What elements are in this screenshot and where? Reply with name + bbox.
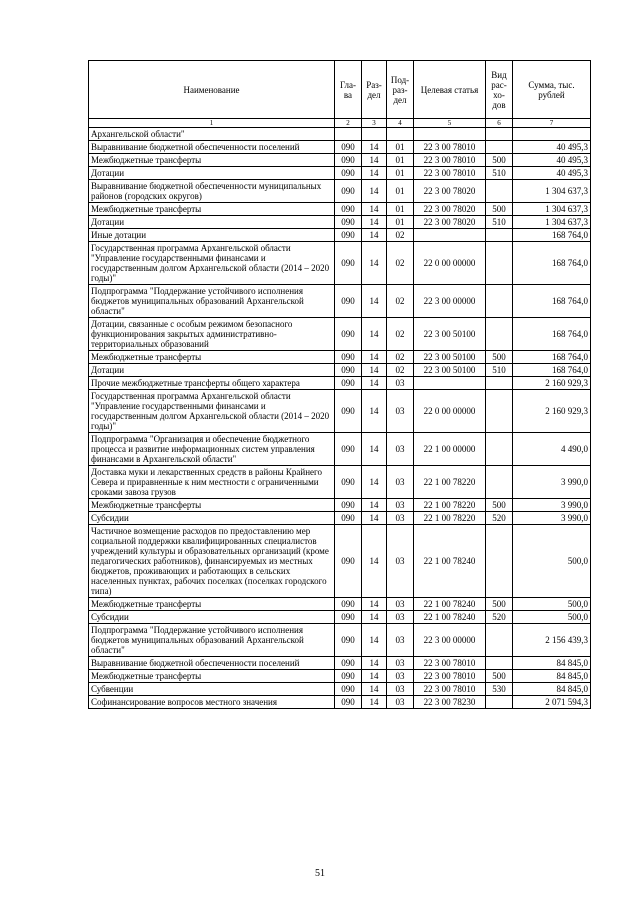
cell-podrazdel: 03 — [387, 377, 414, 390]
cell-razdel — [362, 128, 387, 141]
cell-name: Выравнивание бюджетной обеспеченности поселений — [89, 657, 335, 670]
cell-vid-rashodov: 520 — [486, 512, 513, 525]
cell-razdel: 14 — [362, 525, 387, 598]
cell-summa: 84 845,0 — [513, 670, 591, 683]
cell-vid-rashodov — [486, 318, 513, 351]
cell-celevaya-statya: 22 1 00 78220 — [414, 512, 486, 525]
cell-summa: 40 495,3 — [513, 167, 591, 180]
table-row — [89, 364, 591, 377]
cell-name: Межбюджетные трансферты — [89, 154, 335, 167]
cell-name: Субсидии — [89, 611, 335, 624]
cell-summa: 168 764,0 — [513, 229, 591, 242]
cell-glava: 090 — [335, 611, 362, 624]
cell-name: Межбюджетные трансферты — [89, 598, 335, 611]
cell-razdel: 14 — [362, 154, 387, 167]
cell-name: Подпрограмма "Организация и обеспечение бюджетного процесса и развитие информационных систем управления финансами в Архангельской области" — [89, 433, 335, 466]
table-row — [89, 390, 591, 433]
cell-summa — [513, 128, 591, 141]
cell-glava: 090 — [335, 203, 362, 216]
cell-vid-rashodov — [486, 229, 513, 242]
cell-glava: 090 — [335, 696, 362, 709]
cell-celevaya-statya: 22 1 00 00000 — [414, 433, 486, 466]
cell-vid-rashodov: 510 — [486, 216, 513, 229]
cell-celevaya-statya: 22 3 00 00000 — [414, 624, 486, 657]
table-row — [89, 670, 591, 683]
cell-podrazdel: 03 — [387, 670, 414, 683]
cell-razdel: 14 — [362, 466, 387, 499]
cell-summa: 2 160 929,3 — [513, 390, 591, 433]
cell-vid-rashodov — [486, 128, 513, 141]
col-number: 7 — [513, 119, 591, 128]
table-row — [89, 683, 591, 696]
cell-summa: 4 490,0 — [513, 433, 591, 466]
cell-podrazdel: 03 — [387, 525, 414, 598]
table-row — [89, 229, 591, 242]
cell-name: Субвенции — [89, 683, 335, 696]
cell-razdel: 14 — [362, 611, 387, 624]
cell-summa: 1 304 637,3 — [513, 180, 591, 203]
table-row — [89, 696, 591, 709]
cell-glava: 090 — [335, 657, 362, 670]
cell-summa: 168 764,0 — [513, 285, 591, 318]
cell-name: Межбюджетные трансферты — [89, 351, 335, 364]
cell-razdel: 14 — [362, 624, 387, 657]
cell-vid-rashodov — [486, 242, 513, 285]
cell-name: Архангельской области" — [89, 128, 335, 141]
cell-podrazdel: 02 — [387, 229, 414, 242]
cell-name: Доставка муки и лекарственных средств в районы Крайнего Севера и приравненные к ним местности с ограниченными сроками завоза грузов — [89, 466, 335, 499]
cell-name: Межбюджетные трансферты — [89, 203, 335, 216]
cell-podrazdel: 02 — [387, 351, 414, 364]
cell-celevaya-statya: 22 3 00 78230 — [414, 696, 486, 709]
cell-vid-rashodov — [486, 141, 513, 154]
cell-summa: 168 764,0 — [513, 318, 591, 351]
cell-razdel: 14 — [362, 242, 387, 285]
header-celevaya-statya: Целевая статья — [414, 61, 486, 119]
cell-vid-rashodov: 500 — [486, 499, 513, 512]
cell-razdel: 14 — [362, 141, 387, 154]
cell-glava: 090 — [335, 242, 362, 285]
cell-celevaya-statya — [414, 128, 486, 141]
cell-celevaya-statya: 22 3 00 50100 — [414, 318, 486, 351]
cell-glava: 090 — [335, 433, 362, 466]
cell-summa: 168 764,0 — [513, 242, 591, 285]
cell-celevaya-statya: 22 3 00 50100 — [414, 364, 486, 377]
cell-glava: 090 — [335, 141, 362, 154]
cell-vid-rashodov — [486, 180, 513, 203]
cell-vid-rashodov — [486, 377, 513, 390]
table-row — [89, 499, 591, 512]
cell-glava: 090 — [335, 390, 362, 433]
cell-celevaya-statya: 22 3 00 78010 — [414, 154, 486, 167]
cell-celevaya-statya: 22 3 00 78020 — [414, 216, 486, 229]
cell-celevaya-statya: 22 0 00 00000 — [414, 390, 486, 433]
cell-glava: 090 — [335, 364, 362, 377]
cell-glava: 090 — [335, 216, 362, 229]
cell-glava: 090 — [335, 318, 362, 351]
header-razdel: Раз-дел — [362, 61, 387, 119]
cell-name: Частичное возмещение расходов по предоставлению мер социальной поддержки квалифицированных специалистов учреждений культуры и образовательных организаций (кроме педагогических работников), финансируемых из местных бюджетов, проживающих и работающих в сельских населенных пунктах, рабочих поселках (поселках городского типа) — [89, 525, 335, 598]
budget-table — [88, 60, 591, 709]
cell-podrazdel: 03 — [387, 598, 414, 611]
table-row — [89, 285, 591, 318]
col-number: 1 — [89, 119, 335, 128]
cell-summa: 168 764,0 — [513, 364, 591, 377]
col-number: 6 — [486, 119, 513, 128]
cell-vid-rashodov: 500 — [486, 351, 513, 364]
cell-vid-rashodov: 520 — [486, 611, 513, 624]
cell-summa: 1 304 637,3 — [513, 216, 591, 229]
cell-celevaya-statya: 22 3 00 00000 — [414, 285, 486, 318]
table-row — [89, 433, 591, 466]
cell-name: Выравнивание бюджетной обеспеченности поселений — [89, 141, 335, 154]
cell-razdel: 14 — [362, 390, 387, 433]
header-glava: Гла-ва — [335, 61, 362, 119]
cell-podrazdel: 02 — [387, 285, 414, 318]
cell-celevaya-statya — [414, 377, 486, 390]
table-row — [89, 657, 591, 670]
cell-celevaya-statya: 22 3 00 78010 — [414, 670, 486, 683]
cell-summa: 1 304 637,3 — [513, 203, 591, 216]
cell-celevaya-statya: 22 3 00 78010 — [414, 657, 486, 670]
cell-vid-rashodov: 500 — [486, 203, 513, 216]
cell-name: Дотации — [89, 216, 335, 229]
table-row — [89, 242, 591, 285]
table-row — [89, 180, 591, 203]
cell-glava: 090 — [335, 670, 362, 683]
cell-vid-rashodov — [486, 696, 513, 709]
cell-name: Иные дотации — [89, 229, 335, 242]
table-row — [89, 318, 591, 351]
cell-summa: 2 156 439,3 — [513, 624, 591, 657]
cell-vid-rashodov: 510 — [486, 167, 513, 180]
cell-vid-rashodov — [486, 390, 513, 433]
col-number: 5 — [414, 119, 486, 128]
cell-razdel: 14 — [362, 512, 387, 525]
cell-glava: 090 — [335, 167, 362, 180]
cell-name: Выравнивание бюджетной обеспеченности муниципальных районов (городских округов) — [89, 180, 335, 203]
table-row — [89, 128, 591, 141]
cell-summa: 500,0 — [513, 598, 591, 611]
table-row — [89, 466, 591, 499]
cell-podrazdel: 01 — [387, 141, 414, 154]
column-number-row — [89, 119, 591, 128]
cell-glava: 090 — [335, 377, 362, 390]
cell-vid-rashodov — [486, 466, 513, 499]
cell-celevaya-statya: 22 3 00 78010 — [414, 141, 486, 154]
cell-glava: 090 — [335, 466, 362, 499]
cell-vid-rashodov: 530 — [486, 683, 513, 696]
cell-celevaya-statya: 22 3 00 50100 — [414, 351, 486, 364]
cell-podrazdel: 02 — [387, 364, 414, 377]
cell-name: Государственная программа Архангельской области "Управление государственными финансами и государственным долгом Архангельской области (2014 – 2020 годы)" — [89, 242, 335, 285]
cell-razdel: 14 — [362, 683, 387, 696]
cell-podrazdel: 01 — [387, 216, 414, 229]
table-row — [89, 141, 591, 154]
cell-glava: 090 — [335, 180, 362, 203]
cell-name: Межбюджетные трансферты — [89, 670, 335, 683]
cell-podrazdel: 01 — [387, 203, 414, 216]
cell-name: Подпрограмма "Поддержание устойчивого исполнения бюджетов муниципальных образований Архангельской области" — [89, 285, 335, 318]
cell-celevaya-statya: 22 1 00 78220 — [414, 499, 486, 512]
table-row — [89, 216, 591, 229]
table-row — [89, 154, 591, 167]
table-row — [89, 525, 591, 598]
cell-glava: 090 — [335, 154, 362, 167]
page-number: 51 — [315, 868, 325, 879]
table-row — [89, 167, 591, 180]
cell-name: Дотации — [89, 167, 335, 180]
cell-name: Дотации, связанные с особым режимом безопасного функционирования закрытых административно-территориальных образований — [89, 318, 335, 351]
cell-celevaya-statya: 22 0 00 00000 — [414, 242, 486, 285]
cell-glava: 090 — [335, 525, 362, 598]
cell-vid-rashodov — [486, 285, 513, 318]
cell-podrazdel: 03 — [387, 499, 414, 512]
cell-summa: 500,0 — [513, 611, 591, 624]
cell-podrazdel: 02 — [387, 242, 414, 285]
cell-podrazdel: 02 — [387, 318, 414, 351]
cell-razdel: 14 — [362, 499, 387, 512]
cell-summa: 84 845,0 — [513, 683, 591, 696]
cell-summa: 40 495,3 — [513, 141, 591, 154]
cell-vid-rashodov — [486, 657, 513, 670]
cell-podrazdel: 01 — [387, 154, 414, 167]
header-name: Наименование — [89, 61, 335, 119]
cell-summa: 84 845,0 — [513, 657, 591, 670]
cell-glava: 090 — [335, 598, 362, 611]
header-podrazdel: Под-раз-дел — [387, 61, 414, 119]
cell-razdel: 14 — [362, 377, 387, 390]
cell-summa: 2 160 929,3 — [513, 377, 591, 390]
cell-vid-rashodov — [486, 624, 513, 657]
col-number: 4 — [387, 119, 414, 128]
cell-glava — [335, 128, 362, 141]
cell-podrazdel: 03 — [387, 696, 414, 709]
cell-podrazdel: 01 — [387, 167, 414, 180]
cell-name: Софинансирование вопросов местного значения — [89, 696, 335, 709]
cell-celevaya-statya: 22 1 00 78240 — [414, 611, 486, 624]
cell-glava: 090 — [335, 512, 362, 525]
cell-vid-rashodov: 510 — [486, 364, 513, 377]
cell-razdel: 14 — [362, 203, 387, 216]
cell-summa: 168 764,0 — [513, 351, 591, 364]
cell-podrazdel: 03 — [387, 512, 414, 525]
cell-razdel: 14 — [362, 364, 387, 377]
cell-vid-rashodov — [486, 525, 513, 598]
cell-celevaya-statya: 22 3 00 78020 — [414, 180, 486, 203]
cell-name: Государственная программа Архангельской области "Управление государственными финансами и государственным долгом Архангельской области (2014 – 2020 годы)" — [89, 390, 335, 433]
table-row — [89, 598, 591, 611]
cell-name: Подпрограмма "Поддержание устойчивого исполнения бюджетов муниципальных образований Архангельской области" — [89, 624, 335, 657]
col-number: 2 — [335, 119, 362, 128]
cell-podrazdel — [387, 128, 414, 141]
table-row — [89, 377, 591, 390]
cell-razdel: 14 — [362, 167, 387, 180]
cell-celevaya-statya: 22 1 00 78240 — [414, 598, 486, 611]
cell-summa: 40 495,3 — [513, 154, 591, 167]
cell-podrazdel: 03 — [387, 683, 414, 696]
cell-razdel: 14 — [362, 598, 387, 611]
header-row — [89, 61, 591, 119]
table-row — [89, 624, 591, 657]
cell-celevaya-statya: 22 3 00 78020 — [414, 203, 486, 216]
cell-razdel: 14 — [362, 318, 387, 351]
table-body — [89, 128, 591, 709]
cell-celevaya-statya — [414, 229, 486, 242]
cell-razdel: 14 — [362, 670, 387, 683]
table-row — [89, 611, 591, 624]
cell-razdel: 14 — [362, 657, 387, 670]
cell-podrazdel: 03 — [387, 466, 414, 499]
table-row — [89, 203, 591, 216]
cell-podrazdel: 03 — [387, 390, 414, 433]
header-vid-rashodov: Вид рас-хо-дов — [486, 61, 513, 119]
cell-summa: 3 990,0 — [513, 466, 591, 499]
cell-celevaya-statya: 22 3 00 78010 — [414, 683, 486, 696]
cell-glava: 090 — [335, 624, 362, 657]
col-number: 3 — [362, 119, 387, 128]
table-row — [89, 512, 591, 525]
cell-name: Субсидии — [89, 512, 335, 525]
cell-glava: 090 — [335, 351, 362, 364]
header-summa: Сумма, тыс. рублей — [513, 61, 591, 119]
cell-razdel: 14 — [362, 696, 387, 709]
cell-celevaya-statya: 22 1 00 78220 — [414, 466, 486, 499]
cell-vid-rashodov — [486, 433, 513, 466]
cell-summa: 2 071 594,3 — [513, 696, 591, 709]
cell-razdel: 14 — [362, 229, 387, 242]
cell-podrazdel: 03 — [387, 611, 414, 624]
cell-podrazdel: 03 — [387, 657, 414, 670]
cell-vid-rashodov: 500 — [486, 598, 513, 611]
cell-summa: 3 990,0 — [513, 512, 591, 525]
cell-podrazdel: 03 — [387, 433, 414, 466]
table-row — [89, 351, 591, 364]
cell-glava: 090 — [335, 683, 362, 696]
cell-name: Прочие межбюджетные трансферты общего характера — [89, 377, 335, 390]
cell-name: Дотации — [89, 364, 335, 377]
cell-summa: 500,0 — [513, 525, 591, 598]
cell-vid-rashodov: 500 — [486, 154, 513, 167]
cell-podrazdel: 01 — [387, 180, 414, 203]
cell-podrazdel: 03 — [387, 624, 414, 657]
cell-name: Межбюджетные трансферты — [89, 499, 335, 512]
cell-celevaya-statya: 22 3 00 78010 — [414, 167, 486, 180]
cell-razdel: 14 — [362, 216, 387, 229]
cell-glava: 090 — [335, 229, 362, 242]
cell-glava: 090 — [335, 499, 362, 512]
cell-summa: 3 990,0 — [513, 499, 591, 512]
cell-celevaya-statya: 22 1 00 78240 — [414, 525, 486, 598]
cell-vid-rashodov: 500 — [486, 670, 513, 683]
cell-razdel: 14 — [362, 433, 387, 466]
cell-razdel: 14 — [362, 285, 387, 318]
cell-razdel: 14 — [362, 180, 387, 203]
cell-glava: 090 — [335, 285, 362, 318]
cell-razdel: 14 — [362, 351, 387, 364]
